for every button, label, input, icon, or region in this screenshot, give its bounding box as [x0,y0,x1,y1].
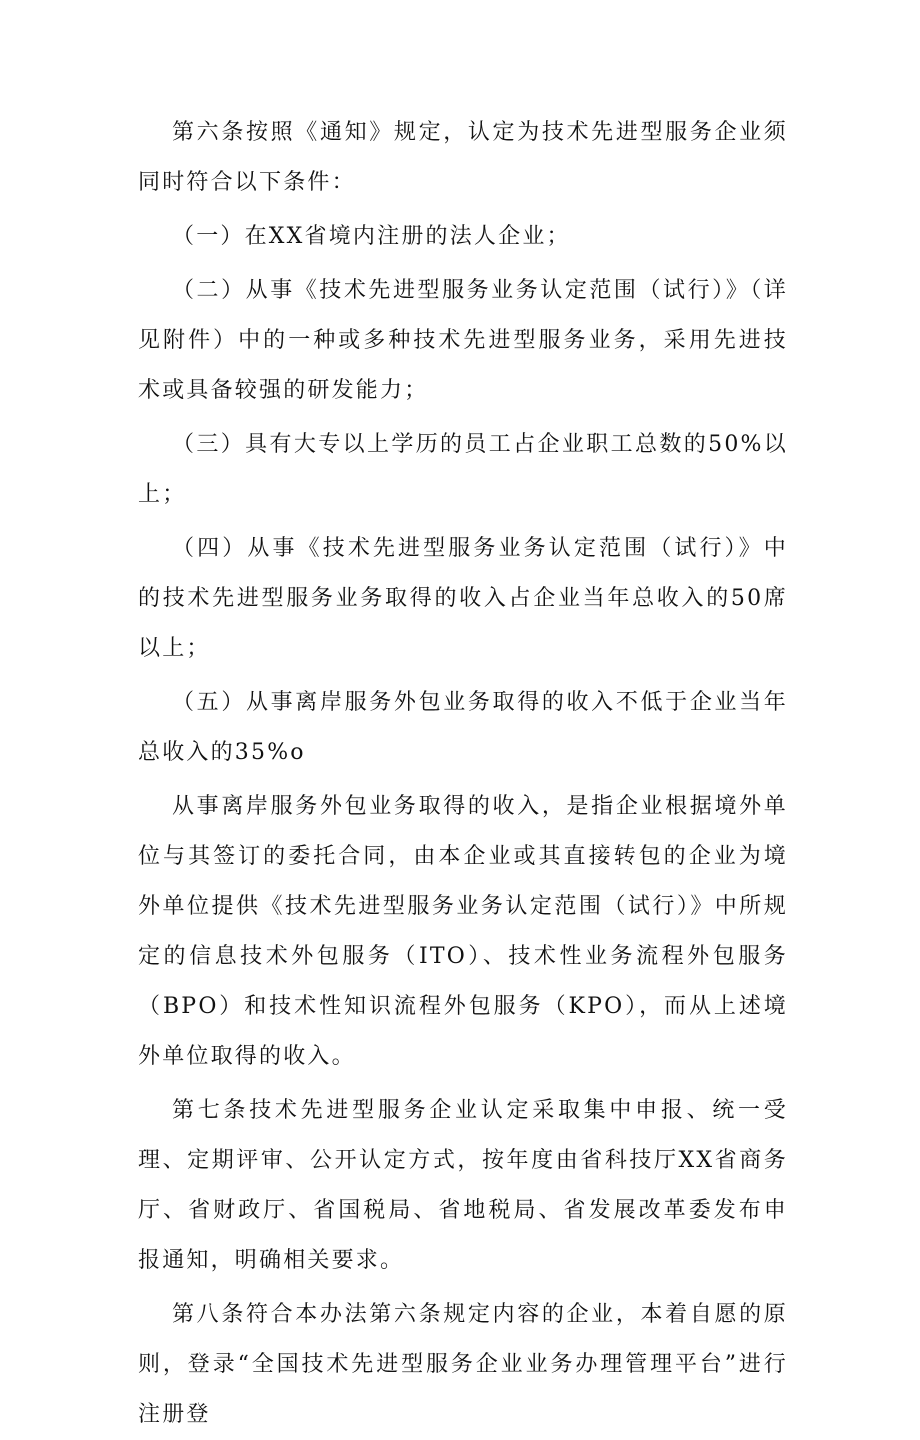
article-8: 第八条符合本办法第六条规定内容的企业，本着自愿的原则，登录“全国技术先进型服务企业业务办理管理平台”进行注册登 [138,1302,788,1427]
offshore-income-definition: 从事离岸服务外包业务取得的收入，是指企业根据境外单位与其签订的委托合同，由本企业或其直接转包的企业为境外单位提供《技术先进型服务业务认定范围（试行）》中所规定的信息技术外包服务（ITO）、技术性业务流程外包服务（BPO）和技术性知识流程外包服务（KPO），而从上述境外单位取得的收入。 [138,794,788,1069]
condition-2: （二）从事《技术先进型服务业务认定范围（试行）》（详见附件）中的一种或多种技术先进型服务业务，采用先进技术或具备较强的研发能力； [138,278,788,403]
condition-3: （三）具有大专以上学历的员工占企业职工总数的50%以上； [138,432,788,507]
article-7: 第七条技术先进型服务企业认定采取集中申报、统一受理、定期评审、公开认定方式，按年度由省科技厅XX省商务厅、省财政厅、省国税局、省地税局、省发展改革委发布申报通知，明确相关要求。 [138,1098,788,1273]
document-page [138,108,788,1440]
condition-5: （五）从事离岸服务外包业务取得的收入不低于企业当年总收入的35%o [138,690,788,765]
article-6-intro: 第六条按照《通知》规定，认定为技术先进型服务企业须同时符合以下条件： [138,120,788,195]
condition-1: （一）在XX省境内注册的法人企业； [172,224,571,249]
condition-4: （四）从事《技术先进型服务业务认定范围（试行）》中的技术先进型服务业务取得的收入占企业当年总收入的50席以上； [138,536,788,661]
